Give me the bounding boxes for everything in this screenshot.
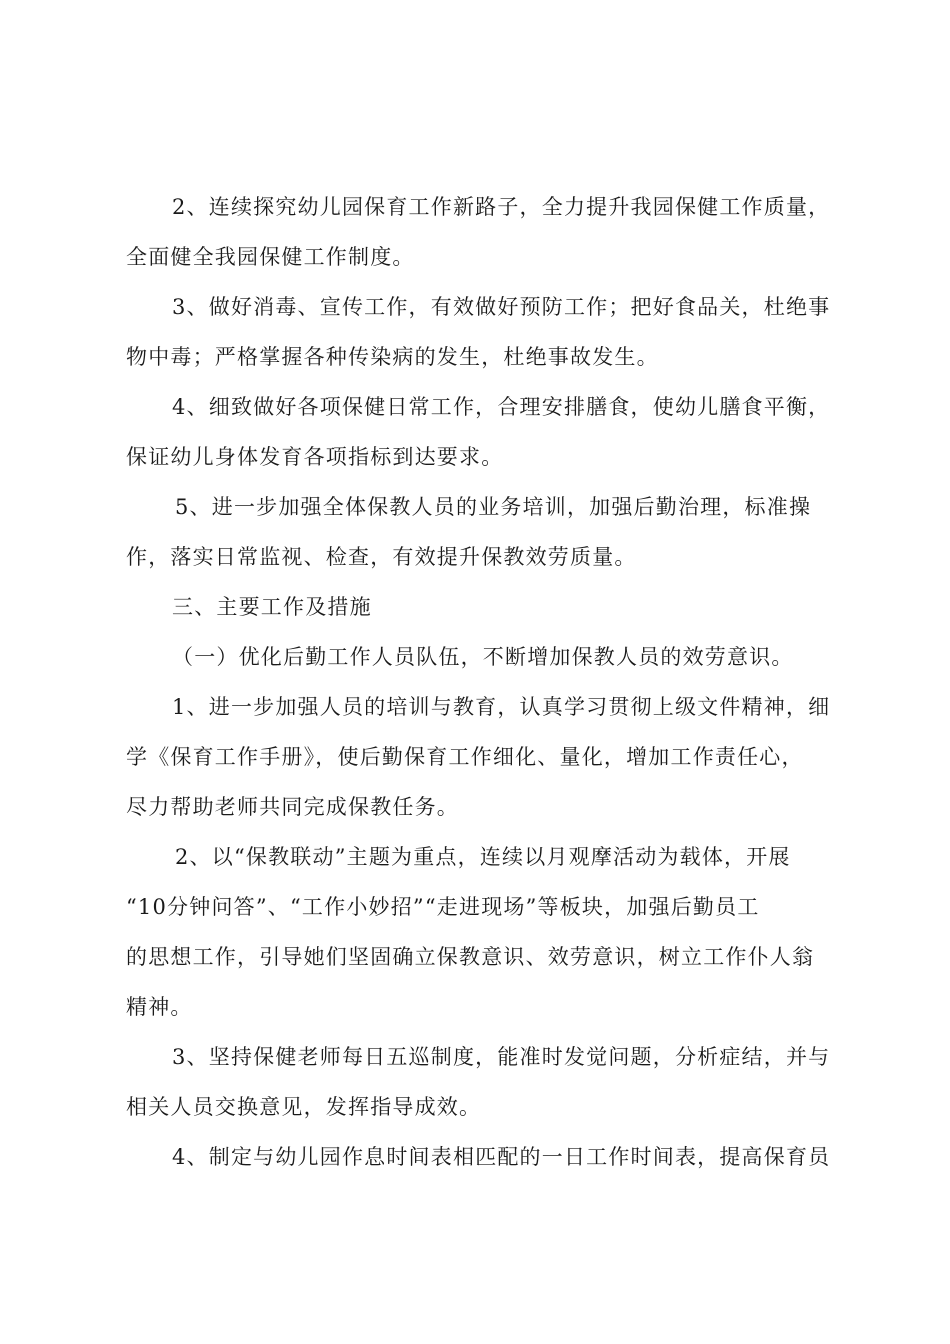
paragraph-line: 4、细致做好各项保健日常工作，合理安排膳食，使幼儿膳食平衡， [172,395,831,419]
paragraph-line: 学《保育工作手册》，使后勤保育工作细化、量化，增加工作责任心， [126,745,804,769]
paragraph-line: 3、做好消毒、宣传工作，有效做好预防工作；把好食品关，杜绝事 [172,295,831,319]
paragraph-line: “10分钟问答”、“工作小妙招”“走进现场”等板块，加强后勤员工 [126,895,760,919]
section-heading: 三、主要工作及措施 [172,595,372,619]
paragraph-line: 2、连续探究幼儿园保育工作新路子，全力提升我园保健工作质量， [172,195,831,219]
paragraph-line: 2、以“保教联动”主题为重点，连续以月观摩活动为载体，开展 [175,845,791,869]
paragraph-line: 5、进一步加强全体保教人员的业务培训，加强后勤治理，标准操 [175,495,812,519]
paragraph-line: 全面健全我园保健工作制度。 [126,245,415,269]
paragraph-line: 物中毒；严格掌握各种传染病的发生，杜绝事故发生。 [126,345,659,369]
paragraph-line: 4、制定与幼儿园作息时间表相匹配的一日工作时间表，提高保育员 [172,1145,831,1169]
subsection-heading: （一）优化后勤工作人员队伍，不断增加保教人员的效劳意识。 [172,645,794,669]
paragraph-line: 3、坚持保健老师每日五巡制度，能准时发觉问题，分析症结，并与 [172,1045,831,1069]
paragraph-line: 相关人员交换意见，发挥指导成效。 [126,1095,482,1119]
paragraph-line: 精神。 [126,995,193,1019]
paragraph-line: 保证幼儿身体发育各项指标到达要求。 [126,445,504,469]
paragraph-line: 的思想工作，引导她们坚固确立保教意识、效劳意识，树立工作仆人翁 [126,945,815,969]
paragraph-line: 尽力帮助老师共同完成保教任务。 [126,795,459,819]
paragraph-line: 作，落实日常监视、检查，有效提升保教效劳质量。 [126,545,637,569]
paragraph-line: 1、进一步加强人员的培训与教育，认真学习贯彻上级文件精神，细 [172,695,831,719]
